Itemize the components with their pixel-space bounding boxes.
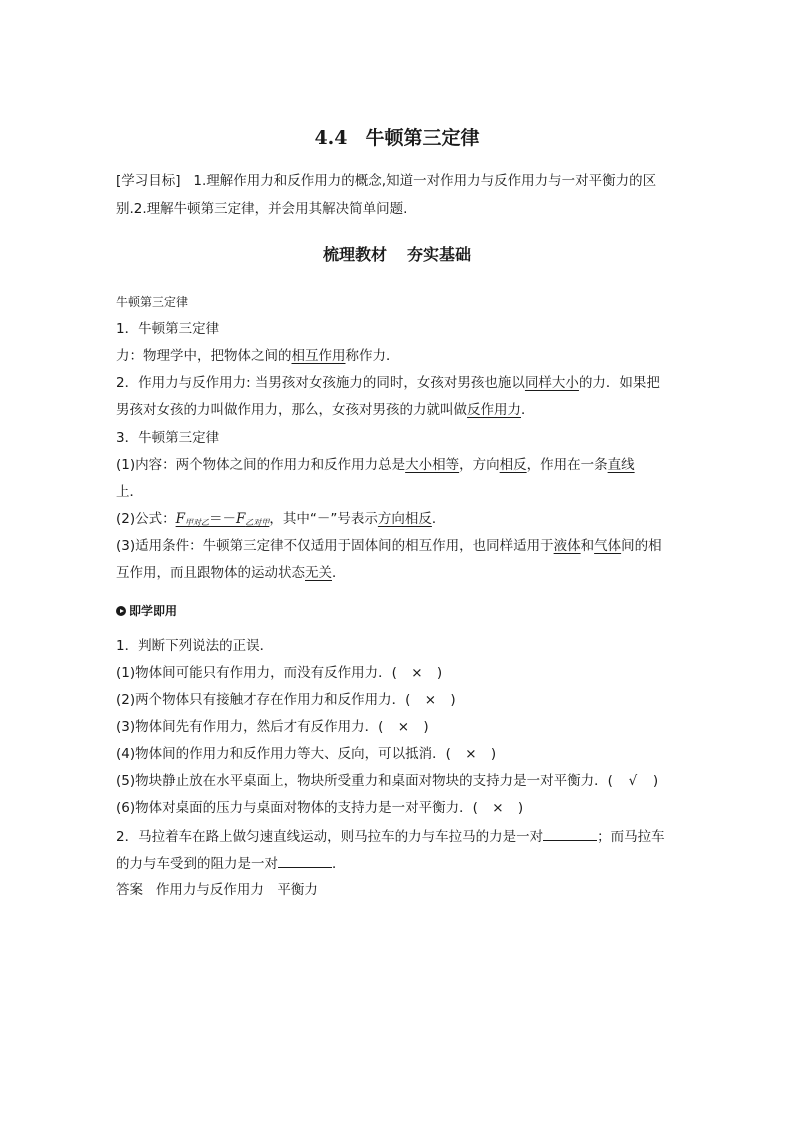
- answer-blank: 反作用力: [467, 402, 521, 418]
- answer-line: [116, 881, 318, 899]
- text: 的力．如果把: [578, 375, 660, 391]
- formula-operator: ＝－: [209, 511, 236, 527]
- text: ，其中“－”号表示: [269, 511, 378, 527]
- question-2-line-2: [116, 854, 346, 873]
- text: 互作用，而且跟物体的运动状态: [116, 565, 305, 581]
- judgement-item: [116, 664, 442, 682]
- text: ；而马拉车: [597, 829, 665, 845]
- question-1: 1．判断下列说法的正误．: [116, 638, 274, 654]
- text: ．: [332, 856, 346, 872]
- objectives-tag: [学习目标]: [116, 173, 181, 189]
- judgement-text: (5)物块静止放在水平桌面上，物块所受重力和桌面对物块的支持力是一对平衡力．(: [116, 773, 613, 789]
- text: 称作力．: [345, 348, 400, 364]
- section-heading-left: 梳理教材: [322, 245, 387, 264]
- item-3-2-formula-line: [116, 510, 445, 532]
- item-3-3-line-2: [116, 564, 346, 582]
- answer-blank: 大小相等: [405, 457, 460, 473]
- fill-blank[interactable]: [278, 854, 332, 868]
- answer-label: 答案: [116, 882, 143, 898]
- force-symbol: F: [175, 511, 185, 527]
- practice-heading: [116, 602, 177, 620]
- learning-objectives-line-1: [116, 172, 656, 190]
- text: (2)公式：: [116, 511, 176, 527]
- item-2-line-2: [116, 401, 535, 419]
- section-number: 4.4: [314, 127, 348, 149]
- item-3-3-line-1: [116, 537, 662, 555]
- objectives-text-1: 1.理解作用力和反作用力的概念,知道一对作用力与反作用力与一对平衡力的区: [193, 173, 657, 189]
- objectives-text-2: 别.2.理解牛顿第三定律，并会用其解决简单问题.: [116, 201, 408, 217]
- topic-label: 牛顿第三定律: [116, 295, 189, 309]
- answer-blank: 无关: [305, 565, 332, 581]
- text: ，作用在一条: [526, 457, 608, 473]
- answer-blank: 相互作用: [291, 348, 346, 364]
- judgement-item: [116, 691, 456, 709]
- paren: ): [450, 692, 456, 708]
- text: 2．马拉着车在路上做匀速直线运动，则马拉车的力与车拉马的力是一对: [116, 829, 544, 845]
- paren: ): [652, 773, 659, 789]
- answer-blank: 同样大小: [524, 375, 579, 391]
- text: 力：物理学中，把物体之间的: [116, 348, 292, 364]
- text: (1)内容：两个物体之间的作用力和反作用力总是: [116, 457, 406, 473]
- judgement-text: (6)物体对桌面的压力与桌面对物体的支持力是一对平衡力．(: [116, 800, 478, 816]
- judgement-mark: ×: [411, 665, 423, 681]
- text: ，方向: [459, 457, 500, 473]
- judgement-mark: √: [628, 773, 638, 789]
- section-heading: [0, 242, 794, 265]
- judgement-text: (4)物体间的作用力和反作用力等大、反向，可以抵消．(: [116, 746, 451, 762]
- subscript: 甲对乙: [185, 518, 209, 527]
- text: ．: [521, 402, 535, 418]
- judgement-mark: ×: [492, 800, 504, 816]
- question-2-line-1: [116, 827, 665, 846]
- practice-heading-text: 即学即用: [129, 604, 178, 618]
- text: ．: [431, 511, 446, 527]
- judgement-mark: ×: [424, 692, 437, 708]
- item-3-heading: 3．牛顿第三定律: [116, 430, 220, 446]
- judgement-mark: ×: [397, 719, 410, 735]
- item-2-line-1: [116, 374, 660, 392]
- text: 和: [580, 538, 595, 554]
- formula: [176, 511, 270, 527]
- answer-blank: 直线: [607, 457, 635, 473]
- learning-objectives-line-2: [116, 200, 407, 218]
- judgement-item: [116, 799, 523, 817]
- text: 的力与车受到的阻力是一对: [116, 856, 278, 872]
- item-3-1-line-2: 上．: [116, 484, 143, 500]
- paren: ): [436, 665, 443, 681]
- answer-blank: 气体: [594, 538, 622, 554]
- answer-blank: 液体: [553, 538, 581, 554]
- text: (3)适用条件：牛顿第三定律不仅适用于固体间的相互作用，也同样适用于: [116, 538, 554, 554]
- judgement-mark: ×: [465, 746, 477, 762]
- paren: ): [490, 746, 497, 762]
- item-1-heading: 1．牛顿第三定律: [116, 321, 220, 337]
- force-symbol: F: [236, 511, 246, 527]
- play-circle-icon: [116, 606, 126, 616]
- title-text: 牛顿第三定律: [365, 127, 480, 149]
- subscript: 乙对甲: [245, 518, 270, 527]
- page-title: [0, 123, 794, 150]
- judgement-item: [116, 772, 658, 790]
- text: 男孩对女孩的力叫做作用力，那么，女孩对男孩的力就叫做: [116, 402, 467, 418]
- answer-blank: 方向相反: [377, 511, 432, 527]
- paren: ): [423, 719, 429, 735]
- text: ．: [332, 565, 346, 581]
- item-1-definition: [116, 347, 400, 365]
- judgement-text: (3)物体间先有作用力，然后才有反作用力．(: [116, 719, 384, 735]
- fill-blank[interactable]: [543, 827, 597, 841]
- judgement-item: [116, 745, 496, 763]
- answer-blank: 相反: [499, 457, 527, 473]
- answer-text: 作用力与反作用力 平衡力: [155, 882, 318, 898]
- judgement-text: (1)物体间可能只有作用力，而没有反作用力．(: [116, 665, 397, 681]
- judgement-item: [116, 718, 429, 736]
- judgement-text: (2)两个物体只有接触才存在作用力和反作用力．(: [116, 692, 411, 708]
- text: 间的相: [621, 538, 662, 554]
- item-3-1-line-1: [116, 456, 635, 474]
- paren: ): [517, 800, 524, 816]
- section-heading-right: 夯实基础: [407, 245, 472, 264]
- text: 2．作用力与反作用力: 当男孩对女孩施力的同时，女孩对男孩也施以: [116, 375, 525, 391]
